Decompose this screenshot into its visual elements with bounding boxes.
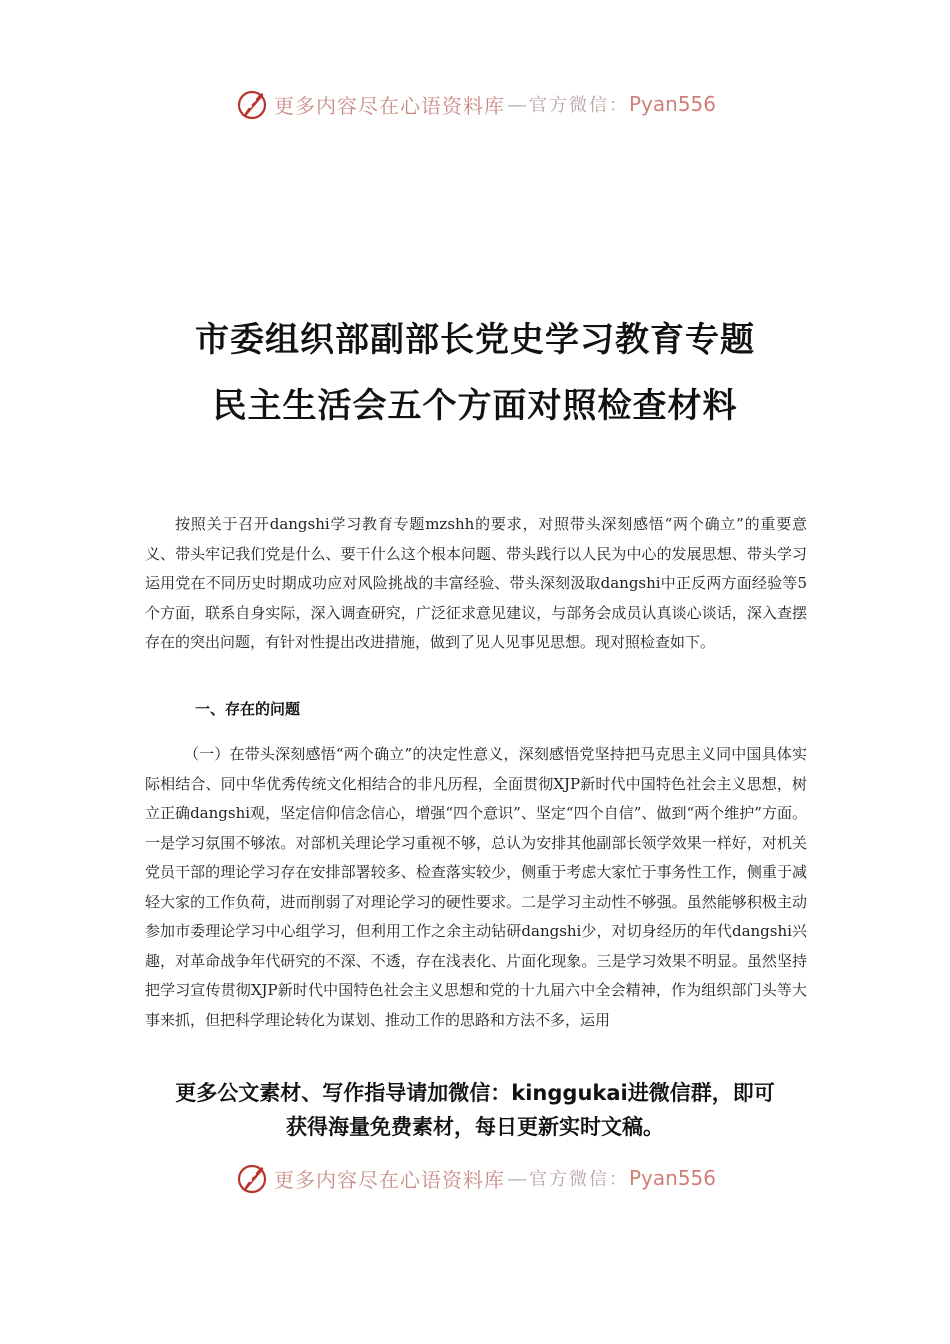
banner-sub: 官方微信： xyxy=(528,95,629,116)
banner-wechat-id: Pyan556 xyxy=(628,92,716,116)
banner-sub: 官方微信： xyxy=(528,1169,629,1190)
pen-quill-logo-icon xyxy=(234,1160,270,1196)
banner-brand: 更多内容尽在心语资料库 xyxy=(273,1167,505,1192)
document-title-line2: 民主生活会五个方面对照检查材料 xyxy=(212,386,738,426)
banner-brand: 更多内容尽在心语资料库 xyxy=(273,93,505,118)
footer-banner xyxy=(0,1158,950,1198)
header-banner xyxy=(0,84,950,124)
document-title-line1: 市委组织部副部长党史学习教育专题 xyxy=(195,320,755,360)
banner-dash: — xyxy=(506,92,527,116)
promo-line1: 更多公文素材、写作指导请加微信：kinggukai进微信群，即可 xyxy=(175,1081,775,1105)
section-heading: 一、存在的问题 xyxy=(195,700,301,718)
pen-quill-logo-icon xyxy=(234,86,270,122)
promo-line2: 获得海量免费素材，每日更新实时文稿。 xyxy=(286,1115,664,1139)
section-paragraph: （一）在带头深刻感悟“两个确立”的决定性意义，深刻感悟党坚持把马克思主义同中国具体实际相结合、同中华优秀传统文化相结合的非凡历程，全面贯彻XJP新时代中国特色社会主义思想，树立正确dangshi观，坚定信仰信念信心，增强“四个意识”、坚定“四个自信”、做到“两个维护”方面。一是学习氛围不够浓。对部机关理论学习重视不够，总认为安排其他副部长领学效果一样好，对机关党员干部的理论学习存在安排部署较多、检查落实较少，侧重于考虑大家忙于事务性工作，侧重于减轻大家的工作负荷，进而削弱了对理论学习的硬性要求。二是学习主动性不够强。虽然能够积极主动参加市委理论学习中心组学习，但利用工作之余主动钻研dangshi少，对切身经历的年代dangshi兴趣，对革命战争年代研究的不深、不透，存在浅表化、片面化现象。三是学习效果不明显。虽然坚持把学习宣传贯彻XJP新时代中国特色社会主义思想和党的十九届六中全会精神，作为组织部门头等大事来抓，但把科学理论转化为谋划、推动工作的思路和方法不多，运用 xyxy=(145,745,807,1029)
intro-paragraph: 按照关于召开dangshi学习教育专题mzshh的要求，对照带头深刻感悟“两个确立”的重要意义、带头牢记我们党是什么、要干什么这个根本问题、带头践行以人民为中心的发展思想、带头学习运用党在不同历史时期成功应对风险挑战的丰富经验、带头深刻汲取dangshi中正反两方面经验等5个方面，联系自身实际，深入调查研究，广泛征求意见建议，与部务会成员认真谈心谈话，深入查摆存在的突出问题，有针对性提出改进措施，做到了见人见事见思想。现对照检查如下。 xyxy=(145,515,807,651)
banner-wechat-id: Pyan556 xyxy=(628,1166,716,1190)
banner-dash: — xyxy=(506,1166,527,1190)
